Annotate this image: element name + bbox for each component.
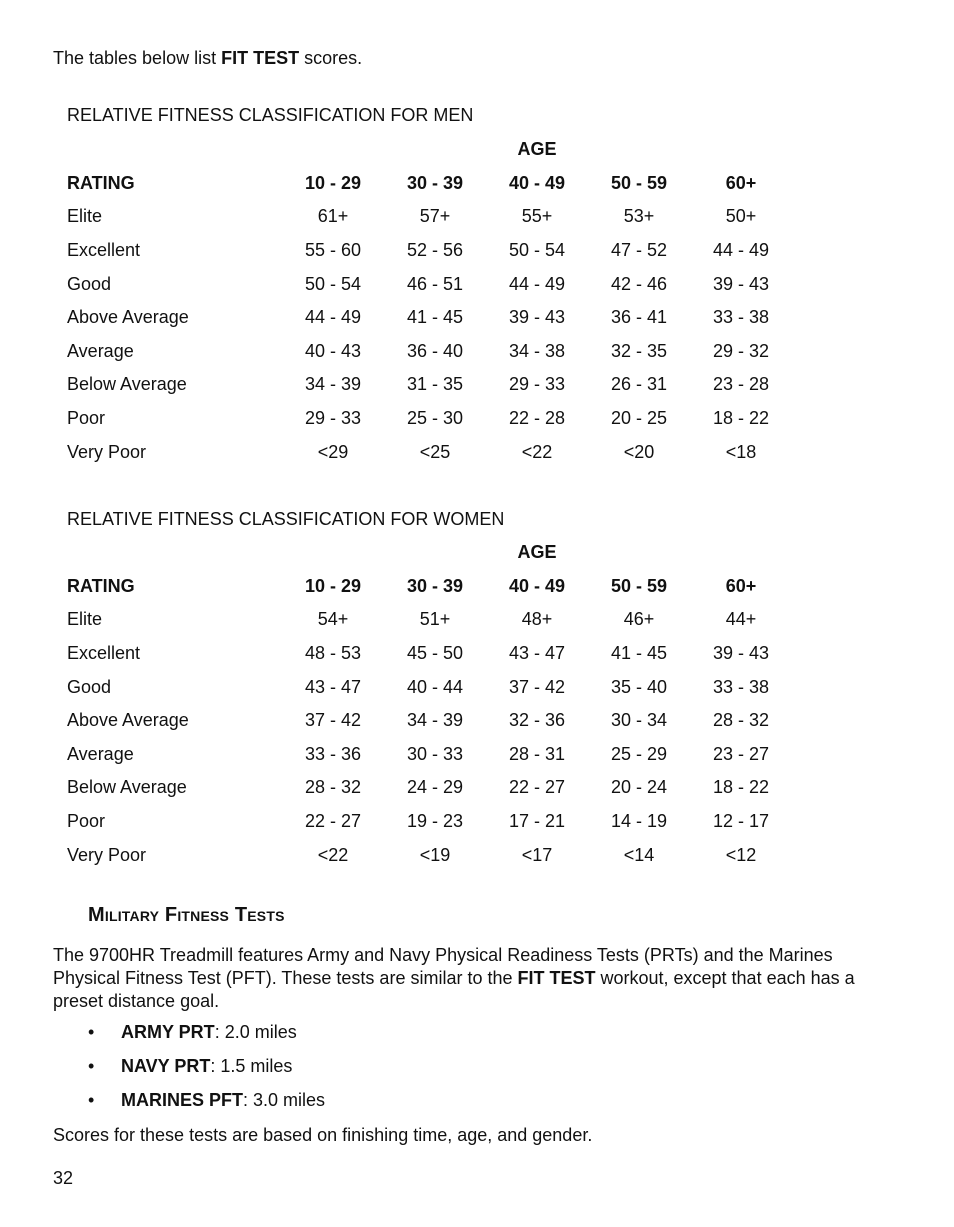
rating-header: RATING xyxy=(67,575,135,596)
women-table-title: RELATIVE FITNESS CLASSIFICATION FOR WOMEN xyxy=(67,509,505,529)
score-cell: 20 - 25 xyxy=(610,408,668,429)
table-row xyxy=(58,771,792,805)
men-table xyxy=(58,133,792,469)
score-cell: 22 - 27 xyxy=(508,777,566,798)
score-cell: <19 xyxy=(419,844,451,865)
score-cell: 29 - 33 xyxy=(508,374,566,395)
bullet-icon: • xyxy=(88,1056,95,1076)
score-cell: <12 xyxy=(725,844,757,865)
score-cell: 54+ xyxy=(317,609,349,630)
score-cell: 55 - 60 xyxy=(304,240,362,261)
age-group-header: 10 - 29 xyxy=(304,172,362,193)
test-name: NAVY PRT xyxy=(121,1056,211,1076)
table-row xyxy=(58,301,792,335)
age-group-header: 50 - 59 xyxy=(610,575,668,596)
age-group-header: 40 - 49 xyxy=(508,172,566,193)
score-cell: <22 xyxy=(521,441,553,462)
rating-cell: Very Poor xyxy=(67,844,147,865)
table-row xyxy=(58,838,792,872)
military-description: The 9700HR Treadmill features Army and Navy Physical Readiness Tests (PRTs) and the Marines Physical Fitness Test (PFT). These tests are similar to the FIT TEST workout, except that each has a preset distance goal. xyxy=(53,945,855,1011)
men-table-title: RELATIVE FITNESS CLASSIFICATION FOR MEN xyxy=(67,105,474,125)
age-header-row xyxy=(58,133,792,167)
table-row xyxy=(58,738,792,772)
score-cell: <25 xyxy=(419,441,451,462)
page-number: 32 xyxy=(53,1168,74,1188)
rating-cell: Good xyxy=(67,676,112,697)
table-row xyxy=(58,234,792,268)
rating-cell: Below Average xyxy=(67,777,187,798)
score-cell: 31 - 35 xyxy=(406,374,464,395)
score-cell: 18 - 22 xyxy=(712,777,770,798)
score-cell: 48 - 53 xyxy=(304,643,362,664)
score-cell: 43 - 47 xyxy=(304,676,362,697)
score-cell: 28 - 31 xyxy=(508,743,566,764)
score-cell: 42 - 46 xyxy=(610,273,668,294)
score-cell: 33 - 38 xyxy=(712,676,770,697)
score-cell: 33 - 38 xyxy=(712,307,770,328)
score-cell: 37 - 42 xyxy=(508,676,566,697)
women-table xyxy=(58,536,792,872)
age-group-header: 30 - 39 xyxy=(406,172,464,193)
score-cell: 18 - 22 xyxy=(712,408,770,429)
age-header-row xyxy=(58,536,792,570)
score-cell: 47 - 52 xyxy=(610,240,668,261)
list-item xyxy=(88,1090,325,1124)
rating-header: RATING xyxy=(67,172,135,193)
table-row xyxy=(58,402,792,436)
score-cell: <29 xyxy=(317,441,349,462)
score-cell: 61+ xyxy=(317,206,349,227)
column-header-row xyxy=(58,167,792,201)
rating-cell: Excellent xyxy=(67,240,141,261)
table-row xyxy=(58,805,792,839)
score-cell: 29 - 32 xyxy=(712,340,770,361)
score-cell: 41 - 45 xyxy=(610,643,668,664)
score-cell: <22 xyxy=(317,844,349,865)
score-cell: 44 - 49 xyxy=(508,273,566,294)
score-cell: 37 - 42 xyxy=(304,710,362,731)
score-cell: 39 - 43 xyxy=(712,273,770,294)
score-cell: 34 - 39 xyxy=(304,374,362,395)
score-cell: 34 - 39 xyxy=(406,710,464,731)
fit-test-bold: FIT TEST xyxy=(517,968,596,988)
rating-cell: Average xyxy=(67,743,134,764)
score-cell: 30 - 34 xyxy=(610,710,668,731)
score-cell: 19 - 23 xyxy=(406,811,464,832)
table-row xyxy=(58,267,792,301)
age-group-header: 60+ xyxy=(725,172,757,193)
score-cell: <14 xyxy=(623,844,655,865)
score-cell: 40 - 43 xyxy=(304,340,362,361)
score-cell: 50+ xyxy=(725,206,757,227)
list-item xyxy=(88,1022,325,1056)
table-row xyxy=(58,670,792,704)
score-cell: 20 - 24 xyxy=(610,777,668,798)
score-cell: 52 - 56 xyxy=(406,240,464,261)
score-cell: 53+ xyxy=(623,206,655,227)
score-cell: 43 - 47 xyxy=(508,643,566,664)
rating-cell: Poor xyxy=(67,408,106,429)
bullet-icon: • xyxy=(88,1090,95,1110)
age-group-header: 30 - 39 xyxy=(406,575,464,596)
table-row xyxy=(58,637,792,671)
score-cell: <18 xyxy=(725,441,757,462)
score-cell: 44 - 49 xyxy=(712,240,770,261)
test-detail: : 1.5 miles xyxy=(210,1056,293,1076)
score-cell: <17 xyxy=(521,844,553,865)
table-row xyxy=(58,603,792,637)
score-cell: <20 xyxy=(623,441,655,462)
bullet-icon: • xyxy=(88,1022,95,1042)
table-row xyxy=(58,200,792,234)
score-cell: 35 - 40 xyxy=(610,676,668,697)
score-cell: 48+ xyxy=(521,609,553,630)
rating-cell: Elite xyxy=(67,206,103,227)
scores-note: Scores for these tests are based on finishing time, age, and gender. xyxy=(53,1125,593,1145)
table-row xyxy=(58,435,792,469)
rating-cell: Poor xyxy=(67,811,106,832)
military-test-list xyxy=(88,1022,325,1124)
score-cell: 14 - 19 xyxy=(610,811,668,832)
score-cell: 25 - 30 xyxy=(406,408,464,429)
score-cell: 34 - 38 xyxy=(508,340,566,361)
rating-cell: Below Average xyxy=(67,374,187,395)
score-cell: 46+ xyxy=(623,609,655,630)
score-cell: 55+ xyxy=(521,206,553,227)
military-heading: Military Fitness Tests xyxy=(88,904,285,926)
score-cell: 46 - 51 xyxy=(406,273,464,294)
age-group-header: 50 - 59 xyxy=(610,172,668,193)
score-cell: 23 - 27 xyxy=(712,743,770,764)
rating-cell: Average xyxy=(67,340,134,361)
age-group-header: 60+ xyxy=(725,575,757,596)
score-cell: 17 - 21 xyxy=(508,811,566,832)
age-group-header: 40 - 49 xyxy=(508,575,566,596)
rating-cell: Good xyxy=(67,273,112,294)
score-cell: 51+ xyxy=(419,609,451,630)
score-cell: 30 - 33 xyxy=(406,743,464,764)
rating-cell: Elite xyxy=(67,609,103,630)
age-group-header: 10 - 29 xyxy=(304,575,362,596)
score-cell: 29 - 33 xyxy=(304,408,362,429)
age-label: AGE xyxy=(517,542,557,563)
rating-cell: Above Average xyxy=(67,307,189,328)
score-cell: 44+ xyxy=(725,609,757,630)
rating-cell: Excellent xyxy=(67,643,141,664)
intro-bold: FIT TEST xyxy=(221,48,300,68)
score-cell: 32 - 36 xyxy=(508,710,566,731)
column-header-row xyxy=(58,570,792,604)
score-cell: 12 - 17 xyxy=(712,811,770,832)
score-cell: 45 - 50 xyxy=(406,643,464,664)
table-row xyxy=(58,368,792,402)
table-row xyxy=(58,335,792,369)
intro-text: The tables below list FIT TEST scores. xyxy=(53,48,363,68)
score-cell: 40 - 44 xyxy=(406,676,464,697)
score-cell: 36 - 40 xyxy=(406,340,464,361)
rating-cell: Above Average xyxy=(67,710,189,731)
score-cell: 32 - 35 xyxy=(610,340,668,361)
rating-cell: Very Poor xyxy=(67,441,147,462)
score-cell: 23 - 28 xyxy=(712,374,770,395)
score-cell: 39 - 43 xyxy=(508,307,566,328)
score-cell: 28 - 32 xyxy=(712,710,770,731)
score-cell: 26 - 31 xyxy=(610,374,668,395)
score-cell: 50 - 54 xyxy=(304,273,362,294)
list-item xyxy=(88,1056,325,1090)
score-cell: 25 - 29 xyxy=(610,743,668,764)
score-cell: 57+ xyxy=(419,206,451,227)
score-cell: 41 - 45 xyxy=(406,307,464,328)
age-label: AGE xyxy=(517,139,557,160)
table-row xyxy=(58,704,792,738)
score-cell: 33 - 36 xyxy=(304,743,362,764)
test-detail: : 2.0 miles xyxy=(214,1022,297,1042)
score-cell: 39 - 43 xyxy=(712,643,770,664)
test-name: MARINES PFT xyxy=(121,1090,244,1110)
score-cell: 44 - 49 xyxy=(304,307,362,328)
score-cell: 50 - 54 xyxy=(508,240,566,261)
score-cell: 36 - 41 xyxy=(610,307,668,328)
score-cell: 28 - 32 xyxy=(304,777,362,798)
score-cell: 24 - 29 xyxy=(406,777,464,798)
score-cell: 22 - 27 xyxy=(304,811,362,832)
score-cell: 22 - 28 xyxy=(508,408,566,429)
test-name: ARMY PRT xyxy=(121,1022,215,1042)
test-detail: : 3.0 miles xyxy=(243,1090,326,1110)
